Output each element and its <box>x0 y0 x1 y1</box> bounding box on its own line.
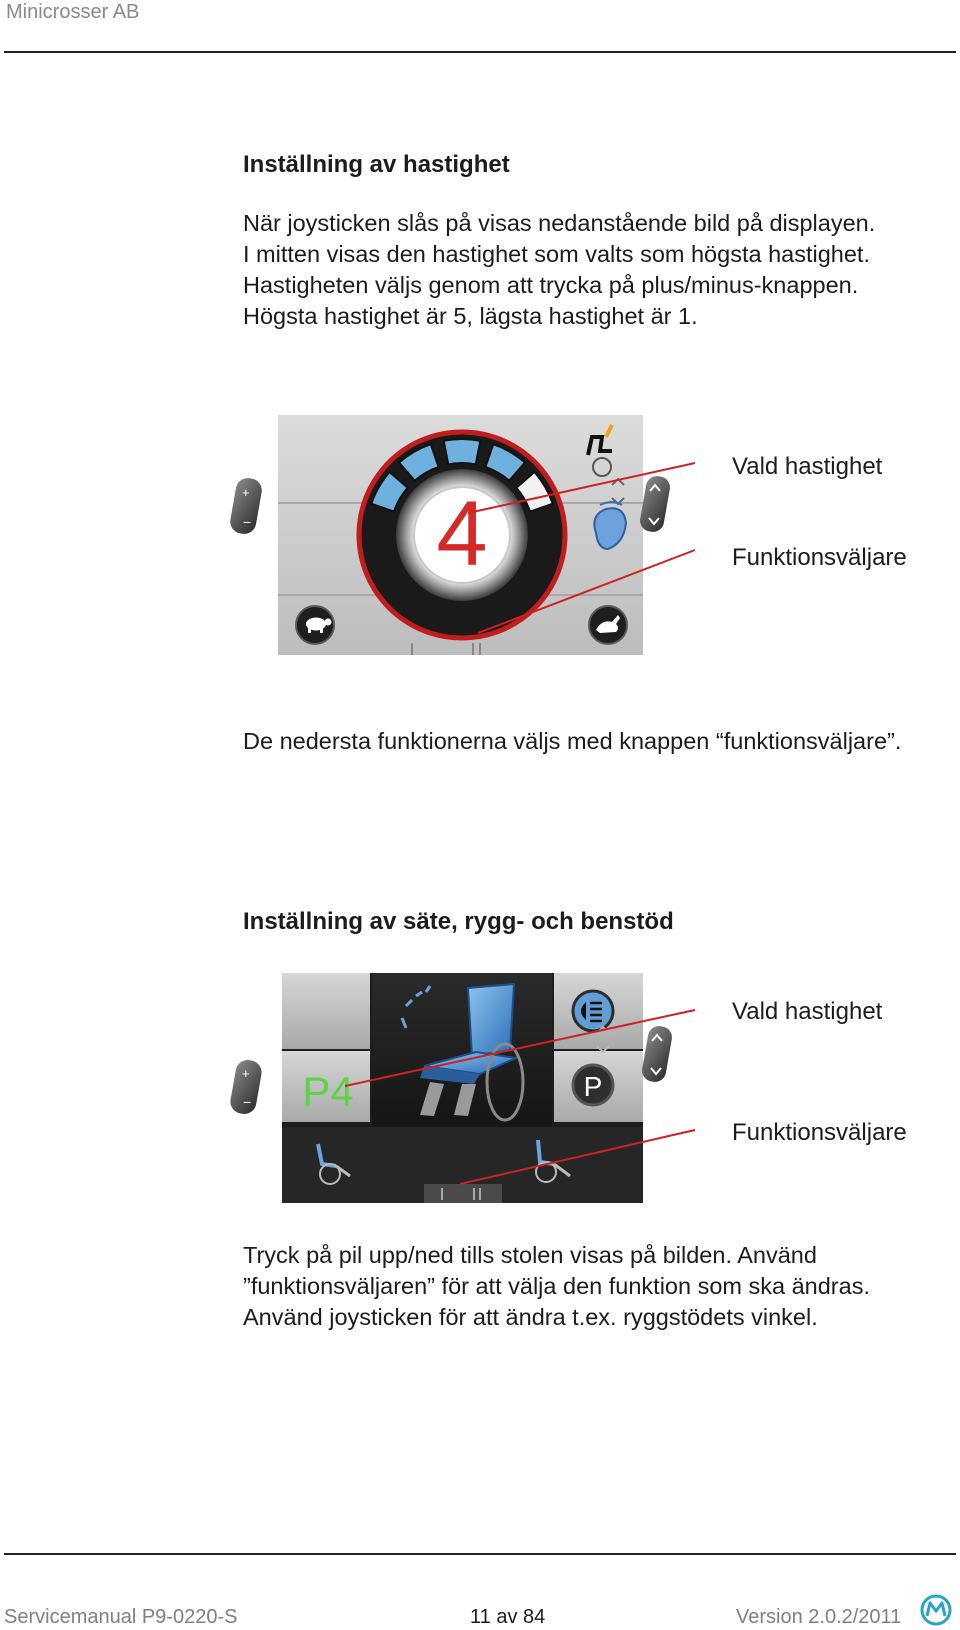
speed-segment <box>444 439 481 464</box>
section2-paragraph <box>243 1240 870 1333</box>
section2-line-3: Använd joysticken för att ändra t.ex. ryggstödets vinkel. <box>243 1304 818 1330</box>
preset-label: P4 <box>302 1068 354 1115</box>
seat-display-figure <box>240 970 660 1206</box>
footer-manual: Servicemanual P9-0220-S <box>4 1606 238 1628</box>
section1-line-1: När joysticken slås på visas nedanstående bild på displayen. <box>243 210 876 236</box>
parking-label: P <box>583 1071 603 1102</box>
plus-minus-button[interactable] <box>229 1058 264 1116</box>
plus-minus-button[interactable] <box>228 476 263 536</box>
turtle-icon[interactable] <box>296 606 334 644</box>
callout-function-selector-2: Funktionsväljare <box>732 1119 907 1146</box>
footer-rule <box>4 1553 956 1555</box>
function-selector-button[interactable] <box>638 474 671 533</box>
callout-selected-speed-1: Vald hastighet <box>732 453 883 480</box>
svg-text:−: − <box>243 1094 252 1110</box>
section1-line-2: I mitten visas den hastighet som valts som högsta hastighet. <box>243 241 870 267</box>
svg-text:+: + <box>242 485 250 500</box>
function-selector-button[interactable] <box>640 1024 673 1083</box>
section1-paragraph <box>243 208 875 332</box>
svg-text:−: − <box>243 514 252 530</box>
section1-line-3: Hastigheten väljs genom att trycka på plus/minus-knappen. <box>243 272 859 298</box>
speed-display-figure <box>240 415 660 660</box>
hare-icon[interactable] <box>589 606 627 644</box>
svg-text:+: + <box>242 1066 250 1081</box>
footer-version: Version 2.0.2/2011 <box>736 1606 902 1628</box>
section1-line-4: Högsta hastighet är 5, lägsta hastighet är 1. <box>243 303 698 329</box>
section1-heading: Inställning av hastighet <box>243 151 510 178</box>
minicrosser-logo-icon <box>918 1594 954 1626</box>
section2-line-1: Tryck på pil upp/ned tills stolen visas på bilden. Använd <box>243 1242 817 1268</box>
section2-line-2: ”funktionsväljaren” för att välja den funktion som ska ändras. <box>243 1273 870 1299</box>
section1-caption: De nedersta funktionerna väljs med knappen “funktionsväljare”. <box>243 728 902 754</box>
footer-page-number: 11 av 84 <box>470 1606 546 1628</box>
parking-button[interactable] <box>573 1065 613 1105</box>
callout-function-selector-1: Funktionsväljare <box>732 544 907 571</box>
header-company: Minicrosser AB <box>6 1 140 23</box>
headlight-icon[interactable] <box>573 991 613 1031</box>
callout-selected-speed-2: Vald hastighet <box>732 998 883 1025</box>
speed-value: 4 <box>436 483 488 585</box>
header-rule <box>4 51 956 53</box>
section2-heading: Inställning av säte, rygg- och benstöd <box>243 908 674 935</box>
